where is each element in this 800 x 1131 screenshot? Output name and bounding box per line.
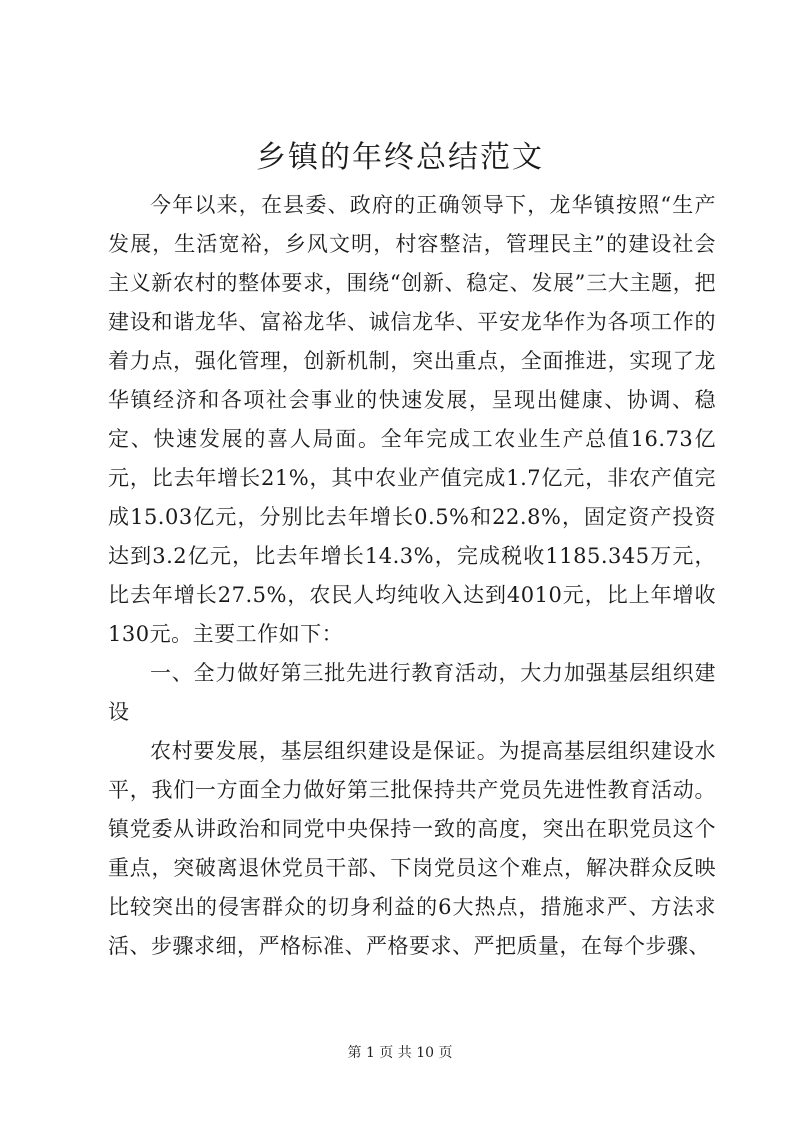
document-title: 乡镇的年终总结范文	[256, 140, 544, 175]
paragraph-section-1: 农村要发展，基层组织建设是保证。为提高基层组织建设水平，我们一方面全力做好第三批保持共产党员先进性教育活动。镇党委从讲政治和同党中央保持一致的高度，突出在职党员这个重点，突破离退休党员干部、下岗党员这个难点，解决群众反映比较突出的侵害群众的切身利益的6大热点，措施求严、方法求活、步骤求细，严格标准、严格要求、严把质量，在每个步骤、	[108, 739, 716, 958]
paragraph-intro: 今年以来，在县委、政府的正确领导下，龙华镇按照“生产发展，生活宽裕，乡风文明，村容整洁，管理民主”的建设社会主义新农村的整体要求，围绕“创新、稳定、发展”三大主题，把建设和谐龙华、富裕龙华、诚信龙华、平安龙华作为各项工作的着力点，强化管理，创新机制，突出重点，全面推进，实现了龙华镇经济和各项社会事业的快速发展，呈现出健康、协调、稳定、快速发展的喜人局面。全年完成工农业生产总值16.73亿元，比去年增长21%，其中农业产值完成1.7亿元，非农产值完成15.03亿元，分别比去年增长0.5%和22.8%，固定资产投资达到3.2亿元，比去年增长14.3%，完成税收1185.345万元，比去年增长27.5%，农民人均纯收入达到4010元，比上年增收130元。主要工作如下：	[108, 193, 716, 646]
section-heading-1: 一、全力做好第三批先进行教育活动，大力加强基层组织建设	[108, 661, 716, 724]
document-body	[108, 186, 716, 966]
page-number-footer: 第 1 页 共 10 页	[347, 1045, 453, 1061]
